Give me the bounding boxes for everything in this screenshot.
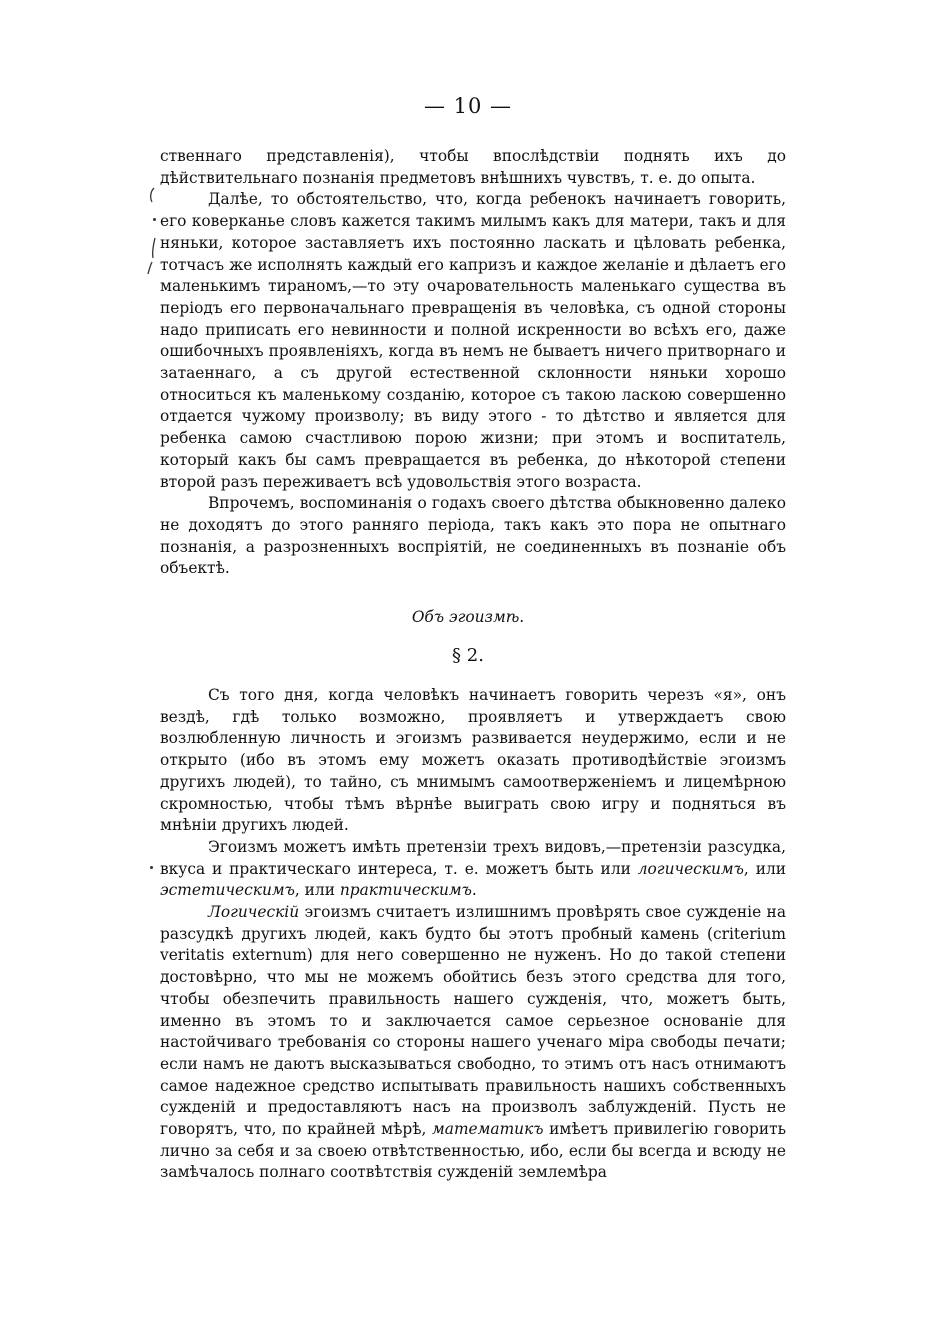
margin-dot — [150, 866, 153, 869]
margin-dot — [153, 218, 156, 221]
emphasis-mathematician: математикъ — [432, 1120, 544, 1139]
margin-pencil-mark — [140, 186, 160, 276]
paragraph: Съ того дня, когда человѣкъ начинаетъ говорить черезъ «я», онъ вездѣ, гдѣ только возможно, проявляетъ и утверждаетъ свою возлюбленную личность и эгоизмъ развивается неудержимо, если и не открыто (ибо въ этомъ ему можетъ оказать противодѣйствіе эгоизмъ другихъ людей), то тайно, съ мнимымъ самоотверженіемъ и лицемѣрною скромностью, чтобы тѣмъ вѣрнѣе выиграть свою игру и подняться въ мнѣніи другихъ людей. — [160, 686, 786, 835]
text-run: Эгоизмъ можетъ имѣть претензіи трехъ видовъ,—претензіи разсудка, вкуса и практическаго интереса, т. е. можетъ быть или — [160, 837, 786, 878]
paragraph: ственнаго представленія), чтобы впослѣдствіи поднять ихъ до дѣйствительнаго познанія предметовъ внѣшнихъ чувствъ, т. е. до опыта. — [160, 147, 786, 187]
text-run: . — [471, 881, 477, 900]
text-run: , или — [743, 859, 786, 878]
text-run: эгоизмъ считаетъ излишнимъ провѣрять свое сужденіе на разсудкѣ другихъ людей, какъ будто бы этотъ пробный камень (criterium veritatis externum) для него совершенно не нуженъ. Но до такой степени достовѣрно, что мы не можемъ обойтись безъ этого средства для того, чтобы обезпечить правильность нашего сужденія, что, можетъ быть, именно въ этомъ то и заключается самое серьезное основаніе для настойчиваго требованія со стороны нашего ученаго міра свободы печати; если намъ не даютъ высказываться свободно, то этимъ отъ насъ отнимаютъ самое надежное средство испытывать правильность нашихъ собственныхъ сужденій и предоставляютъ насъ на произволъ заблужденій. Пусть не говорятъ, что, по крайней мѣрѣ, — [160, 903, 786, 1139]
paragraph — [160, 902, 786, 1184]
paragraph: Впрочемъ, воспоминанія о годахъ своего дѣтства обыкновенно далеко не доходятъ до этого ранняго періода, такъ какъ это пора не опытнаго познанія, а разрозненныхъ воспріятій, не соединенныхъ въ познаніе объ объектѣ. — [160, 494, 786, 578]
section-title: Объ эгоизмѣ. — [411, 608, 525, 626]
emphasis-logical-start: Логическій — [208, 903, 300, 922]
emphasis-practical: практическимъ — [339, 881, 472, 900]
text-block-top — [160, 146, 786, 580]
emphasis-logical: логическимъ — [637, 859, 744, 878]
emphasis-aesthetic: эстетическимъ — [160, 881, 295, 900]
text-run: , или — [294, 881, 340, 900]
text-run: имѣетъ привилегію говорить лично за себя и за своею отвѣтственностью, ибо, если бы всегда и всюду не замѣчалось полнаго соотвѣтствія сужденій землемѣра — [160, 1120, 786, 1182]
page-number: — 10 — — [423, 94, 513, 118]
section-number: § 2. — [452, 645, 484, 666]
text-block-bottom — [160, 685, 786, 1184]
paragraph: Далѣе, то обстоятельство, что, когда ребенокъ начинаетъ говорить, его коверканье словъ кажется такимъ милымъ какъ для матери, такъ и для няньки, которое заставляетъ ихъ постоянно ласкать и цѣловать ребенка, тотчасъ же исполнять каждый его капризъ и каждое желаніе и дѣлаетъ его маленькимъ тираномъ,—то эту очаровательность маленькаго существа въ періодъ его первоначальнаго превращенія въ человѣка, съ одной стороны надо приписать его невинности и полной искренности во всѣхъ его, даже ошибочныхъ проявленіяхъ, когда въ немъ не бываетъ ничего притворнаго и затаеннаго, а съ другой естественной склонности няньки хорошо относиться къ маленькому созданію, которое съ такою ласкою совершенно отдается чужому произволу; въ виду этого - то дѣтство и является для ребенка самою счастливою порою жизни; при этомъ и воспитатель, который какъ бы самъ превращается въ ребенка, до нѣкоторой степени второй разъ переживаетъ всѣ удовольствія этого возраста. — [160, 190, 786, 491]
paragraph — [160, 837, 786, 902]
